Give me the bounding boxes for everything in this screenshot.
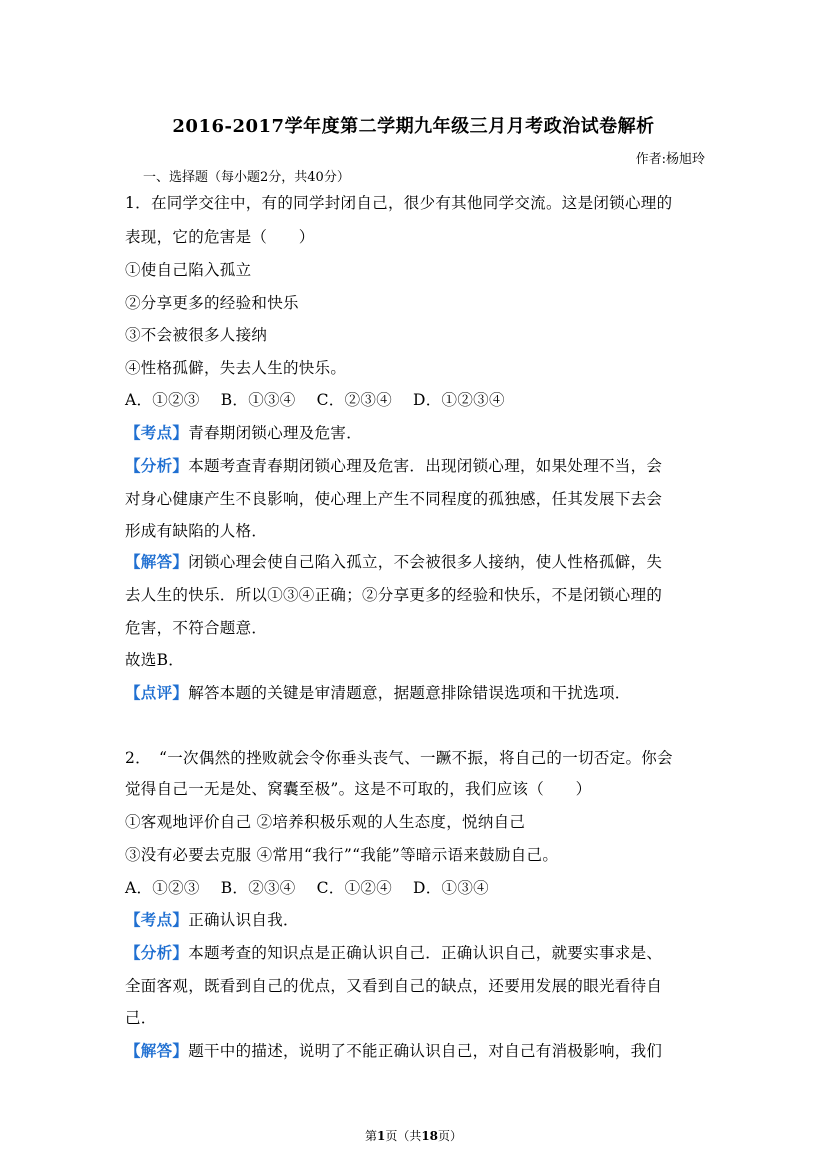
q1-jieda-line-1 xyxy=(125,550,662,572)
q1-dianping-text: 解答本题的关键是审清题意，据题意排除错误选项和干扰选项． xyxy=(188,684,631,702)
q1-option-3: ③不会被很多人接纳 xyxy=(125,326,268,344)
footer-page-number: 1 xyxy=(376,1129,386,1143)
q2-fenxi-line-1 xyxy=(125,941,662,963)
q1-stem-line-2: 表现，它的危害是（ ） xyxy=(125,228,315,246)
q1-option-1: ①使自己陷入孤立 xyxy=(125,261,252,279)
fenxi-tag: 【分析】 xyxy=(125,943,189,962)
q2-jieda-line-1 xyxy=(125,1039,662,1061)
q1-fenxi-line-2: 对身心健康产生不良影响，使心理上产生不同程度的孤独感，任其发展下去会 xyxy=(125,490,663,508)
q2-stem-line-2: 觉得自己一无是处、窝囊至极”。这是不可取的，我们应该（ ） xyxy=(125,780,592,798)
footer-middle: 页（共 xyxy=(385,1129,422,1143)
footer-prefix: 第 xyxy=(364,1129,377,1143)
document-title: 2016-2017学年度第二学期九年级三月月考政治试卷解析 xyxy=(172,116,655,137)
footer-total-pages: 18 xyxy=(421,1129,439,1143)
q1-kaodian-text: 青春期闭锁心理及危害． xyxy=(188,424,363,442)
dianping-tag: 【点评】 xyxy=(125,683,189,702)
q1-option-4: ④性格孤僻，失去人生的快乐。 xyxy=(125,359,347,377)
q1-stem-line-1: 1．在同学交往中，有的同学封闭自己，很少有其他同学交流。这是闭锁心理的 xyxy=(125,194,673,212)
q2-stem-line-1: 2． “一次偶然的挫败就会令你垂头丧气、一蹶不振，将自己的一切否定。你会 xyxy=(125,749,673,767)
q2-kaodian-text: 正确认识自我． xyxy=(188,911,299,929)
jieda-tag: 【解答】 xyxy=(125,552,189,571)
q1-answer: 故选B． xyxy=(125,651,185,669)
q1-fenxi-line-1 xyxy=(125,454,662,476)
q1-choices: A．①②③ B．①③④ C．②③④ D．①②③④ xyxy=(125,391,505,409)
kaodian-tag: 【考点】 xyxy=(125,910,189,929)
q1-jieda-text-1: 闭锁心理会使自己陷入孤立，不会被很多人接纳，使人性格孤僻，失 xyxy=(188,553,663,571)
q2-option-1: ①客观地评价自己 ②培养积极乐观的人生态度，悦纳自己 xyxy=(125,813,526,831)
q1-fenxi-line-3: 形成有缺陷的人格． xyxy=(125,522,268,540)
q1-kaodian xyxy=(125,421,362,443)
q1-dianping xyxy=(125,681,631,703)
q2-fenxi-line-3: 己． xyxy=(125,1009,157,1027)
jieda-tag: 【解答】 xyxy=(125,1041,189,1060)
q2-fenxi-text-1: 本题考查的知识点是正确认识自己．正确认识自己，就要实事求是、 xyxy=(188,944,663,962)
q1-jieda-line-3: 危害，不符合题意． xyxy=(125,619,268,637)
q2-fenxi-line-2: 全面客观，既看到自己的优点，又看到自己的缺点，还要用发展的眼光看待自 xyxy=(125,977,663,995)
q2-jieda-text-1: 题干中的描述，说明了不能正确认识自己，对自己有消极影响，我们 xyxy=(188,1042,663,1060)
q2-choices: A．①②③ B．②③④ C．①②④ D．①③④ xyxy=(125,879,489,897)
fenxi-tag: 【分析】 xyxy=(125,456,189,475)
page-footer xyxy=(0,1127,827,1144)
footer-suffix: 页） xyxy=(438,1129,463,1143)
q1-option-2: ②分享更多的经验和快乐 xyxy=(125,294,299,312)
q1-jieda-line-2: 去人生的快乐．所以①③④正确；②分享更多的经验和快乐，不是闭锁心理的 xyxy=(125,586,663,604)
section-heading: 一、选择题（每小题2分，共40分） xyxy=(143,170,350,185)
kaodian-tag: 【考点】 xyxy=(125,423,189,442)
q1-fenxi-text-1: 本题考查青春期闭锁心理及危害．出现闭锁心理，如果处理不当，会 xyxy=(188,457,663,475)
author-line: 作者:杨旭玲 xyxy=(635,152,705,167)
q2-option-2: ③没有必要去克服 ④常用“我行”“我能”等暗示语来鼓励自己。 xyxy=(125,846,559,864)
q2-kaodian xyxy=(125,908,299,930)
